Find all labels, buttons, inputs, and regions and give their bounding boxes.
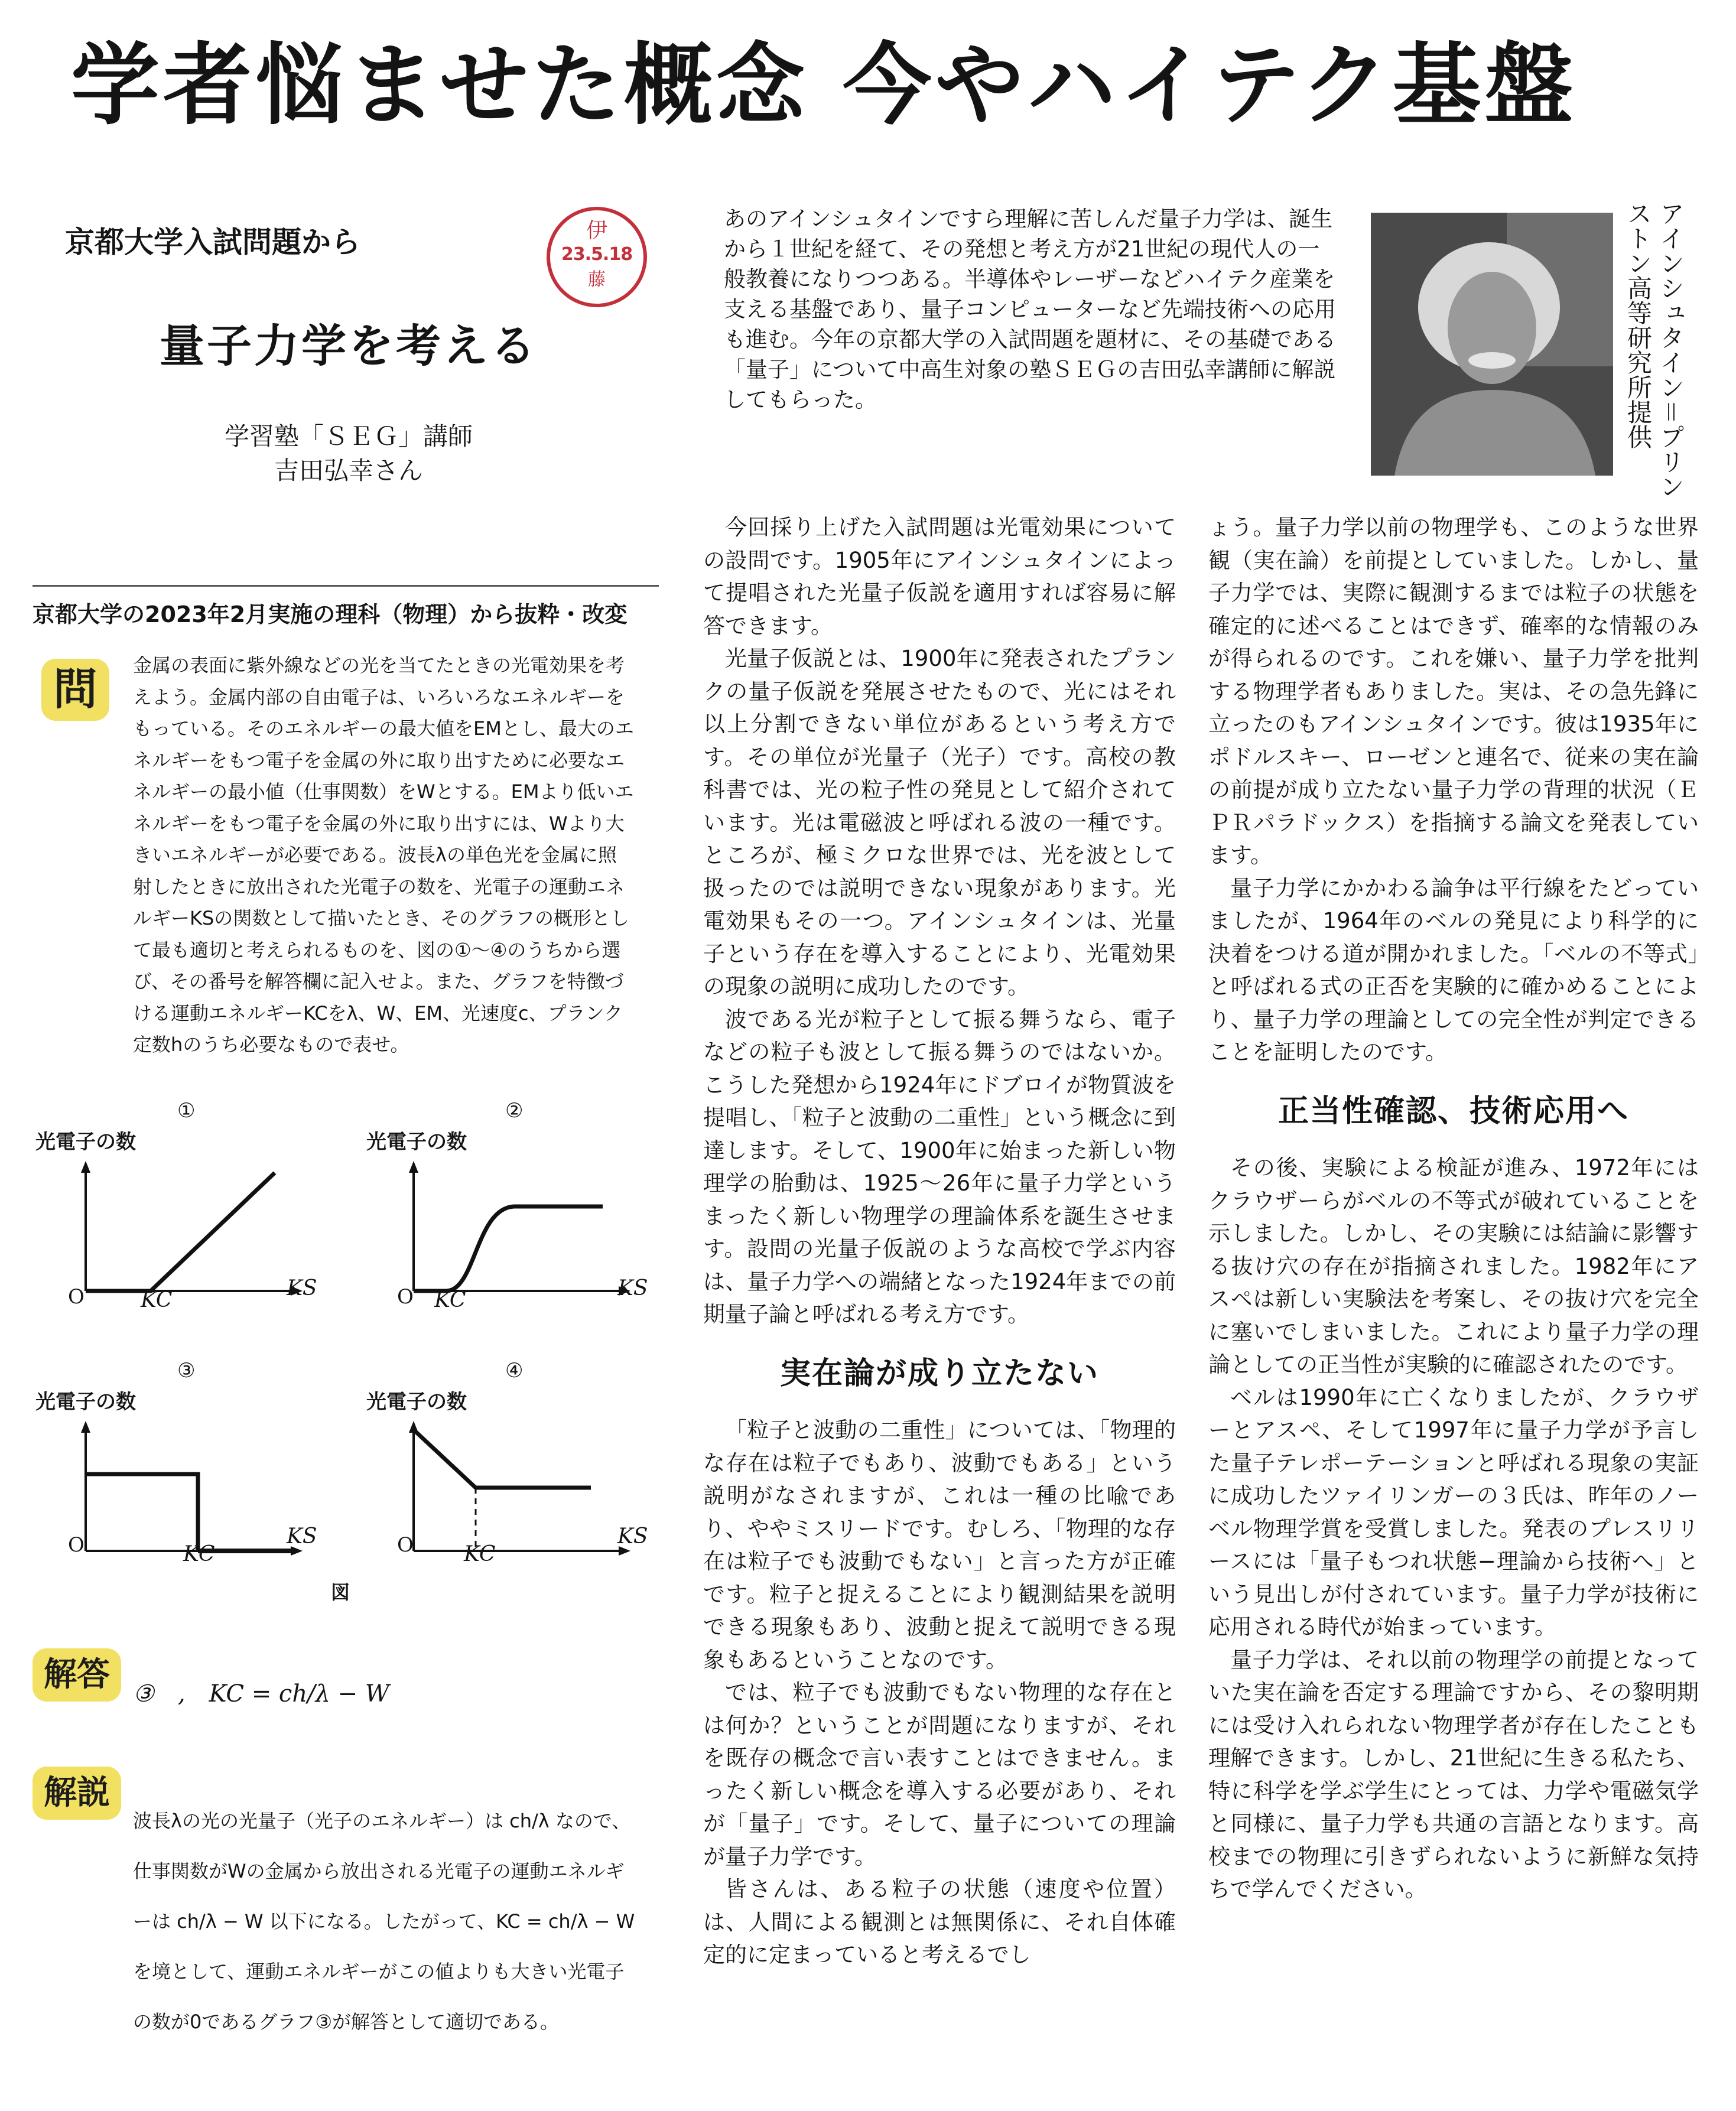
graph2-ylabel: 光電子の数 [366,1130,467,1154]
subhead-validation: 正当性確認、技術応用へ [1277,1093,1629,1129]
graph2-number: ② [505,1099,524,1123]
author-credit [225,419,473,488]
explanation-badge: 解説 [32,1767,121,1820]
einstein-photo [1371,213,1613,476]
photo-caption: アインシュタイン＝プリンストン高等研究所提供 [1624,201,1685,499]
graph1-ylabel: 光電子の数 [35,1130,136,1154]
author-role: 学習塾「ＳＥＧ」講師 [225,422,473,451]
graph3-xlabel: KS [287,1524,317,1549]
paragraph: 波である光が粒子として振る舞うなら、電子などの粒子も波として振る舞うのではないか。こうした発想から1924年にドブロイが物質波を提唱し、「粒子と波動の二重性」という概念に到達します。そして、1900年に始まった新しい物理学の胎動は、1925〜26年に量子力学というまったく新しい物理学の理論体系を誕生させます。設問の光量子仮説のような高校で学ぶ内容は、量子力学への端緒となった1924年までの前期量子論と呼ばれる考え方です。 [703,1006,1176,1327]
graph2-origin: O [397,1285,414,1309]
answer-text: ③ , KC = ch/λ − W [133,1680,389,1707]
seal-stamp [547,207,647,307]
graph4-number: ④ [505,1359,524,1383]
graph1-number: ① [177,1099,196,1123]
graph3-ylabel: 光電子の数 [35,1390,136,1414]
excerpt-header: 京都大学の2023年2月実施の理科（物理）から抜粋・改変 [32,585,659,629]
answer-badge: 解答 [32,1648,121,1702]
graph4-plot [387,1418,659,1572]
question-text: 金属の表面に紫外線などの光を当てたときの光電効果を考えよう。金属内部の自由電子は、いろいろなエネルギーをもっている。そのエネルギーの最大値をEMとし、最大のエネルギーをもつ電子を金属の外に取り出すために必要なエネルギーの最小値（仕事関数）をWとする。EMより低いエネルギーをもつ電子を金属の外に取り出すには、Wより大きいエネルギーが必要である。波長λの単色光を金属に照射したときに放出された光電子の数を、光電子の運動エネルギーKSの関数として描いたとき、そのグラフの概形として最も適切と考えられるものを、図の①〜④のうちから選び、その番号を解答欄に記入せよ。また、グラフを特徴づける運動エネルギーKCをλ、W、EM、光速度c、プランク定数hのうち必要なもので表せ。 [133,654,634,1056]
paragraph: 今回採り上げた入試問題は光電効果についての設問です。1905年にアインシュタインによって提唱された光量子仮説を適用すれば容易に解答できます。 [703,515,1176,639]
headline: 学者悩ませた概念 今やハイテク基盤 [71,34,1577,137]
paragraph: 量子力学にかかわる論争は平行線をたどっていましたが、1964年のベルの発見により科学的に決着をつける道が開かれました。「ベルの不等式」と呼ばれる式の正否を実験的に確かめることにより、量子力学の理論としての完全性が判定できることを証明したのです。 [1208,875,1699,1065]
graph4-xlabel: KS [617,1524,648,1549]
graph1-xlabel: KS [287,1276,317,1300]
body-column-3 [1208,511,1699,1906]
author-name: 吉田弘幸さん [274,456,424,485]
body-column-2 [703,511,1176,1972]
paragraph: 皆さんは、ある粒子の状態（速度や位置）は、人間による観測とは無関係に、それ自体確定的に定まっていると考えるでし [703,1876,1176,1967]
kicker: 京都大学入試問題から [65,225,360,259]
paragraph: その後、実験による検証が進み、1972年にはクラウザーらがベルの不等式が破れていることを示しました。しかし、その実験には結論に影響する抜け穴の存在が指摘されました。1982年にアスペは新しい実験法を考案し、その抜け穴を完全に塞いでしまいました。これにより量子力学の理論としての正当性が実験的に確認されたのです。 [1208,1155,1699,1377]
paragraph: 「粒子と波動の二重性」については、「物理的な存在は粒子でもあり、波動でもある」という説明がなされますが、これは一種の比喩であり、ややミスリードです。むしろ、「物理的な存在は粒子でも波動でもない」と言った方が正確です。粒子と捉えることにより観測結果を説明できる現象もあり、波動と捉えて説明できる現象もあるということなのです。 [703,1417,1176,1673]
subhead-realism: 実在論が成り立たない [779,1355,1099,1391]
graph3-number: ③ [177,1359,196,1383]
article-title: 量子力学を考える [160,320,538,372]
graph1-origin: O [68,1285,84,1309]
graph2-kc: KC [434,1288,466,1312]
explanation-text: 波長λの光の光量子（光子のエネルギー）は ch/λ なので、仕事関数がWの金属から放出される光電子の運動エネルギーは ch/λ − W 以下になる。したがって、KC = ch/λ − W を境として、運動エネルギーがこの値よりも大きい光電子の数が0であるグラフ③が解答として適切である。 [133,1810,635,2033]
paragraph: 量子力学は、それ以前の物理学の前提となっていた実在論を否定する理論ですから、その黎明期には受け入れられない物理学者が存在したことも理解できます。しかし、21世紀に生きる私たち、特に科学を学ぶ学生にとっては、力学や電磁気学と同様に、量子力学も共通の言語となります。高校までの物理に引きずられないように新鮮な気持ちで学んでください。 [1208,1647,1699,1902]
paragraph: では、粒子でも波動でもない物理的な存在とは何か？ということが問題になりますが、それを既存の概念で言い表すことはできません。まったく新しい概念を導入する必要があり、それが「量子」です。そして、量子についての理論が量子力学です。 [703,1680,1176,1869]
graph4-kc: KC [464,1542,496,1566]
stamp-top: 伊 [586,219,607,243]
graph1-kc: KC [141,1288,173,1312]
stamp-bottom: 藤 [588,269,606,290]
paragraph: 光量子仮説とは、1900年に発表されたプランクの量子仮説を発展させたもので、光にはそれ以上分割できない単位があるという考え方です。その単位が光量子（光子）です。高校の教科書では、光の粒子性の発見として紹介されています。光は電磁波と呼ばれる波の一種です。ところが、極ミクロな世界では、光を波として扱ったのでは説明できない現象があります。光電効果もその一つ。アインシュタインは、光量子という存在を導入することにより、光電効果の現象の説明に成功したのです。 [703,646,1176,999]
lead-paragraph: あのアインシュタインですら理解に苦しんだ量子力学は、誕生から１世紀を経て、その発想と考え方が21世紀の現代人の一般教養になりつつある。半導体やレーザーなどハイテク産業を支える基盤であり、量子コンピューターなど先端技術への応用も進む。今年の京都大学の入試問題を題材に、その基礎である「量子」について中高生対象の塾ＳＥＧの吉田弘幸講師に解説してもらった。 [724,206,1336,412]
graph3-origin: O [68,1533,84,1557]
question-badge: 問 [41,659,109,721]
graph4-ylabel: 光電子の数 [366,1390,467,1414]
figure-caption: 図 [331,1581,350,1603]
paragraph: ベルは1990年に亡くなりましたが、クラウザーとアスペ、そして1997年に量子力学が予言した量子テレポーテーションと呼ばれる現象の実証に成功したツァイリンガーの３氏は、昨年のノーベル物理学賞を受賞しました。発表のプレスリリースには「量子もつれ状態−理論から技術へ」という見出しが付されています。量子力学が技術に応用される時代が始まっています。 [1208,1384,1699,1640]
paragraph: ょう。量子力学以前の物理学も、このような世界観（実在論）を前提としていました。しかし、量子力学では、実際に観測するまでは粒子の状態を確定的に述べることはできず、確率的な情報のみが得られるのです。これを嫌い、量子力学を批判する物理学者もありました。実は、その急先鋒に立ったのもアインシュタインです。彼は1935年にポドルスキー、ローゼンと連名で、従来の実在論の前提が成り立たない量子力学の背理的状況（ＥＰＲパラドックス）を指摘する論文を発表しています。 [1208,515,1699,868]
graph3-kc: KC [183,1542,215,1566]
graph4-origin: O [397,1533,414,1557]
graph2-xlabel: KS [617,1276,648,1300]
stamp-date: 23.5.18 [561,244,633,265]
